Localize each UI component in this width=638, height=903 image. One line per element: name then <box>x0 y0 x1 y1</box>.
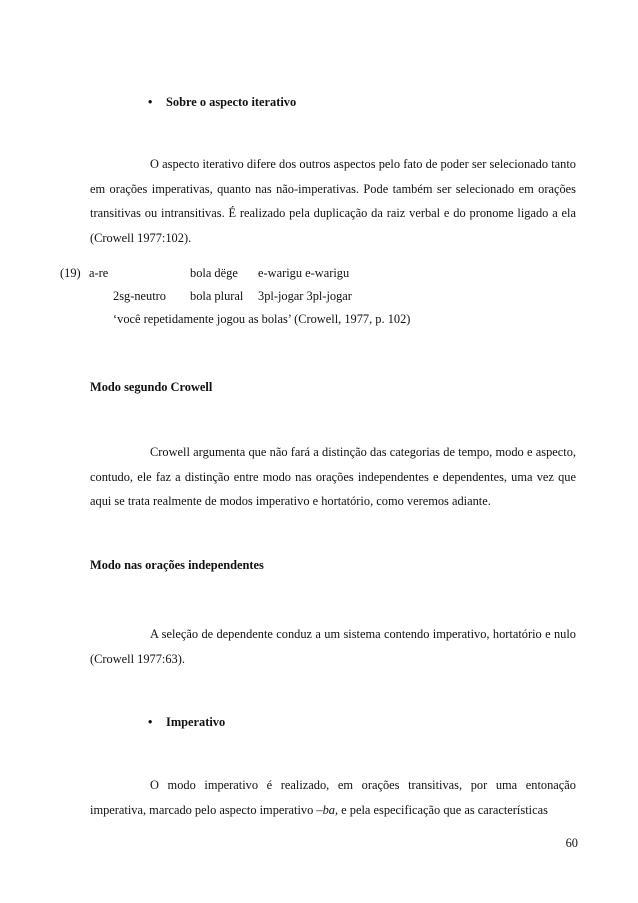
bullet-icon: • <box>148 95 153 109</box>
gloss-cell: a-re <box>89 266 109 280</box>
bullet-heading-text: Sobre o aspecto iterativo <box>166 95 297 109</box>
paragraph-independentes <box>90 622 576 671</box>
section-heading-independentes: Modo nas orações independentes <box>90 558 264 572</box>
paragraph-iterativo <box>90 152 576 250</box>
bullet-heading-text: Imperativo <box>166 715 226 729</box>
gloss-cell: e-warigu e-warigu <box>258 266 350 280</box>
paragraph-text-part2: e pela especificação que as características <box>338 802 548 817</box>
example-number: (19) <box>60 266 81 280</box>
paragraph-imperativo <box>90 773 576 822</box>
gloss-cell: 3pl-jogar 3pl-jogar <box>258 289 352 303</box>
gloss-cell: bola plural <box>190 289 244 303</box>
paragraph-text-italic: –ba, <box>316 802 339 817</box>
paragraph-text: Crowell argumenta que não fará a distinção das categorias de tempo, modo e aspecto, contudo, ele faz a distinção entre modo nas orações independentes e dependentes, uma vez que aqui se trata realmente de modos imperativo e hortatório, como veremos adiante. <box>90 445 576 508</box>
paragraph-modo <box>90 440 576 514</box>
paragraph-text-part1: O modo imperativo é realizado, em orações transitivas, por uma entonação imperativa, marcado pelo aspecto imperativo <box>90 778 576 817</box>
paragraph-text: O aspecto iterativo difere dos outros aspectos pelo fato de poder ser selecionado tanto em orações imperativas, quanto nas não-imperativas. Pode também ser selecionado em orações transitivas ou intransitivas. É realizado pela duplicação da raiz verbal e do pronome ligado a ela (Crowell 1977:102). <box>90 157 576 245</box>
gloss-cell: bola dëge <box>190 266 238 280</box>
page-number: 60 <box>565 836 578 850</box>
paragraph-text: A seleção de dependente conduz a um sistema contendo imperativo, hortatório e nulo (Crowell 1977:63). <box>90 627 576 666</box>
section-heading-modo: Modo segundo Crowell <box>90 380 213 394</box>
bullet-icon: • <box>148 715 153 729</box>
gloss-cell: 2sg-neutro <box>113 289 166 303</box>
example-translation: ‘você repetidamente jogou as bolas’ (Crowell, 1977, p. 102) <box>113 312 411 326</box>
